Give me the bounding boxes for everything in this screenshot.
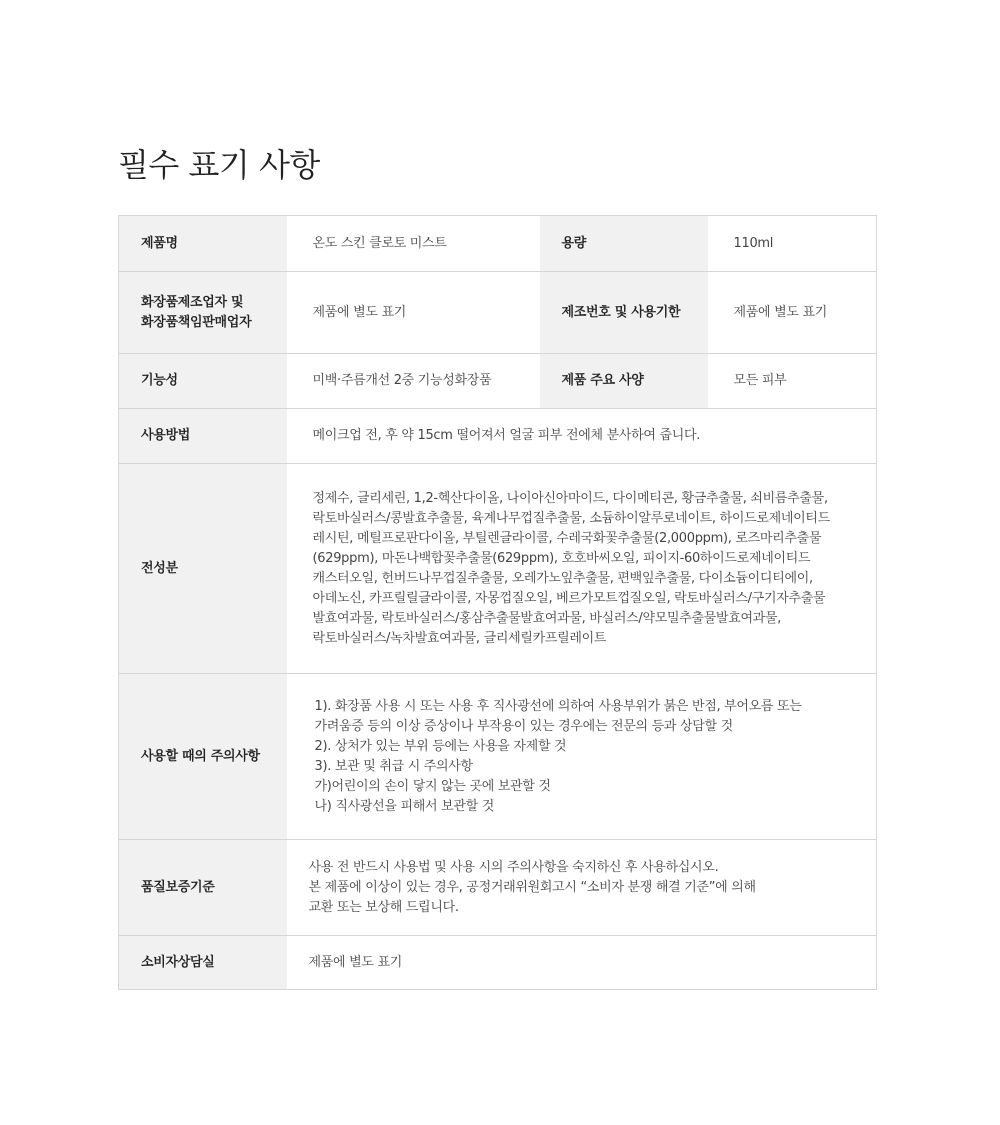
quality-line: 사용 전 반드시 사용법 및 사용 시의 주의사항을 숙지하신 후 사용하십시오. bbox=[308, 859, 719, 875]
manufacturer-label bbox=[119, 272, 287, 354]
quality-line: 본 제품에 이상이 있는 경우, 공정거래위원회고시 “소비자 분쟁 해결 기준”에 의해 bbox=[308, 879, 756, 895]
cautions-line: 나) 직사광선을 피해서 보관할 것 bbox=[314, 798, 494, 814]
ingredients-line: 캐스터오일, 헌버드나무껍질추출물, 오레가노잎추출물, 편백잎추출물, 다이소듐이디티에이, bbox=[312, 570, 813, 586]
cautions-line: 2). 상처가 있는 부위 등에는 사용을 자제할 것 bbox=[314, 738, 567, 754]
row-ingredients bbox=[119, 464, 877, 674]
volume-value: 110ml bbox=[708, 216, 877, 272]
quality-label: 품질보증기준 bbox=[119, 840, 287, 936]
ingredients-line: 레시틴, 메틸프로판다이올, 부틸렌글라이콜, 수레국화꽃추출물(2,000ppm), 로즈마리추출물 bbox=[312, 530, 822, 546]
row-quality bbox=[119, 840, 877, 936]
manufacturer-label-line: 화장품제조업자 및 bbox=[141, 294, 244, 310]
required-info-table bbox=[118, 215, 877, 990]
spec-value: 모든 피부 bbox=[708, 354, 877, 409]
row-consumer bbox=[119, 936, 877, 990]
page-title: 필수 표기 사항 bbox=[118, 146, 320, 184]
usage-label: 사용방법 bbox=[119, 409, 287, 464]
product-name-value: 온도 스킨 클로토 미스트 bbox=[287, 216, 540, 272]
row-product-name bbox=[119, 216, 877, 272]
function-value: 미백·주름개선 2중 기능성화장품 bbox=[287, 354, 540, 409]
volume-label: 용량 bbox=[540, 216, 708, 272]
quality-value bbox=[287, 840, 877, 936]
cautions-line: 가)어린이의 손이 닿지 않는 곳에 보관할 것 bbox=[314, 778, 551, 794]
ingredients-line: 아데노신, 카프릴릴글라이콜, 자몽껍질오일, 베르가모트껍질오일, 락토바실러스/구기자추출물 bbox=[312, 590, 826, 606]
row-function bbox=[119, 354, 877, 409]
product-name-label: 제품명 bbox=[119, 216, 287, 272]
row-cautions bbox=[119, 674, 877, 840]
cautions-label: 사용할 때의 주의사항 bbox=[119, 674, 287, 840]
ingredients-line: 락토바실러스/콩발효추출물, 육계나무껍질추출물, 소듐하이알루로네이트, 하이드로제네이티드 bbox=[312, 510, 830, 526]
lot-expiry-value: 제품에 별도 표기 bbox=[708, 272, 877, 354]
manufacturer-label-line: 화장품책임판매업자 bbox=[141, 314, 252, 330]
ingredients-label: 전성분 bbox=[119, 464, 287, 674]
cautions-line: 3). 보관 및 취급 시 주의사항 bbox=[314, 758, 473, 774]
lot-expiry-label: 제조번호 및 사용기한 bbox=[540, 272, 708, 354]
ingredients-line: 락토바실러스/녹차발효여과물, 글리세릴카프릴레이트 bbox=[312, 630, 607, 646]
spec-label: 제품 주요 사양 bbox=[540, 354, 708, 409]
manufacturer-value: 제품에 별도 표기 bbox=[287, 272, 540, 354]
ingredients-value bbox=[287, 464, 877, 674]
row-manufacturer bbox=[119, 272, 877, 354]
consumer-value: 제품에 별도 표기 bbox=[287, 936, 877, 990]
cautions-line: 가려움증 등의 이상 증상이나 부작용이 있는 경우에는 전문의 등과 상담할 것 bbox=[314, 718, 733, 734]
quality-line: 교환 또는 보상해 드립니다. bbox=[308, 899, 459, 915]
function-label: 기능성 bbox=[119, 354, 287, 409]
usage-value: 메이크업 전, 후 약 15cm 떨어져서 얼굴 피부 전에체 분사하여 줍니다. bbox=[287, 409, 877, 464]
ingredients-line: 발효여과물, 락토바실러스/홍삼추출물발효여과물, 바실러스/약모밀추출물발효여과물, bbox=[312, 610, 782, 626]
cautions-line: 1). 화장품 사용 시 또는 사용 후 직사광선에 의하여 사용부위가 붉은 반점, 부어오름 또는 bbox=[314, 698, 802, 714]
ingredients-line: 정제수, 글리세린, 1,2-헥산다이올, 나이아신아마이드, 다이메티콘, 황금추출물, 쇠비름추출물, bbox=[312, 490, 828, 506]
row-usage bbox=[119, 409, 877, 464]
ingredients-line: (629ppm), 마돈나백합꽃추출물(629ppm), 호호바씨오일, 피이지-60하이드로제네이티드 bbox=[312, 550, 811, 566]
cautions-value bbox=[287, 674, 877, 840]
consumer-label: 소비자상담실 bbox=[119, 936, 287, 990]
